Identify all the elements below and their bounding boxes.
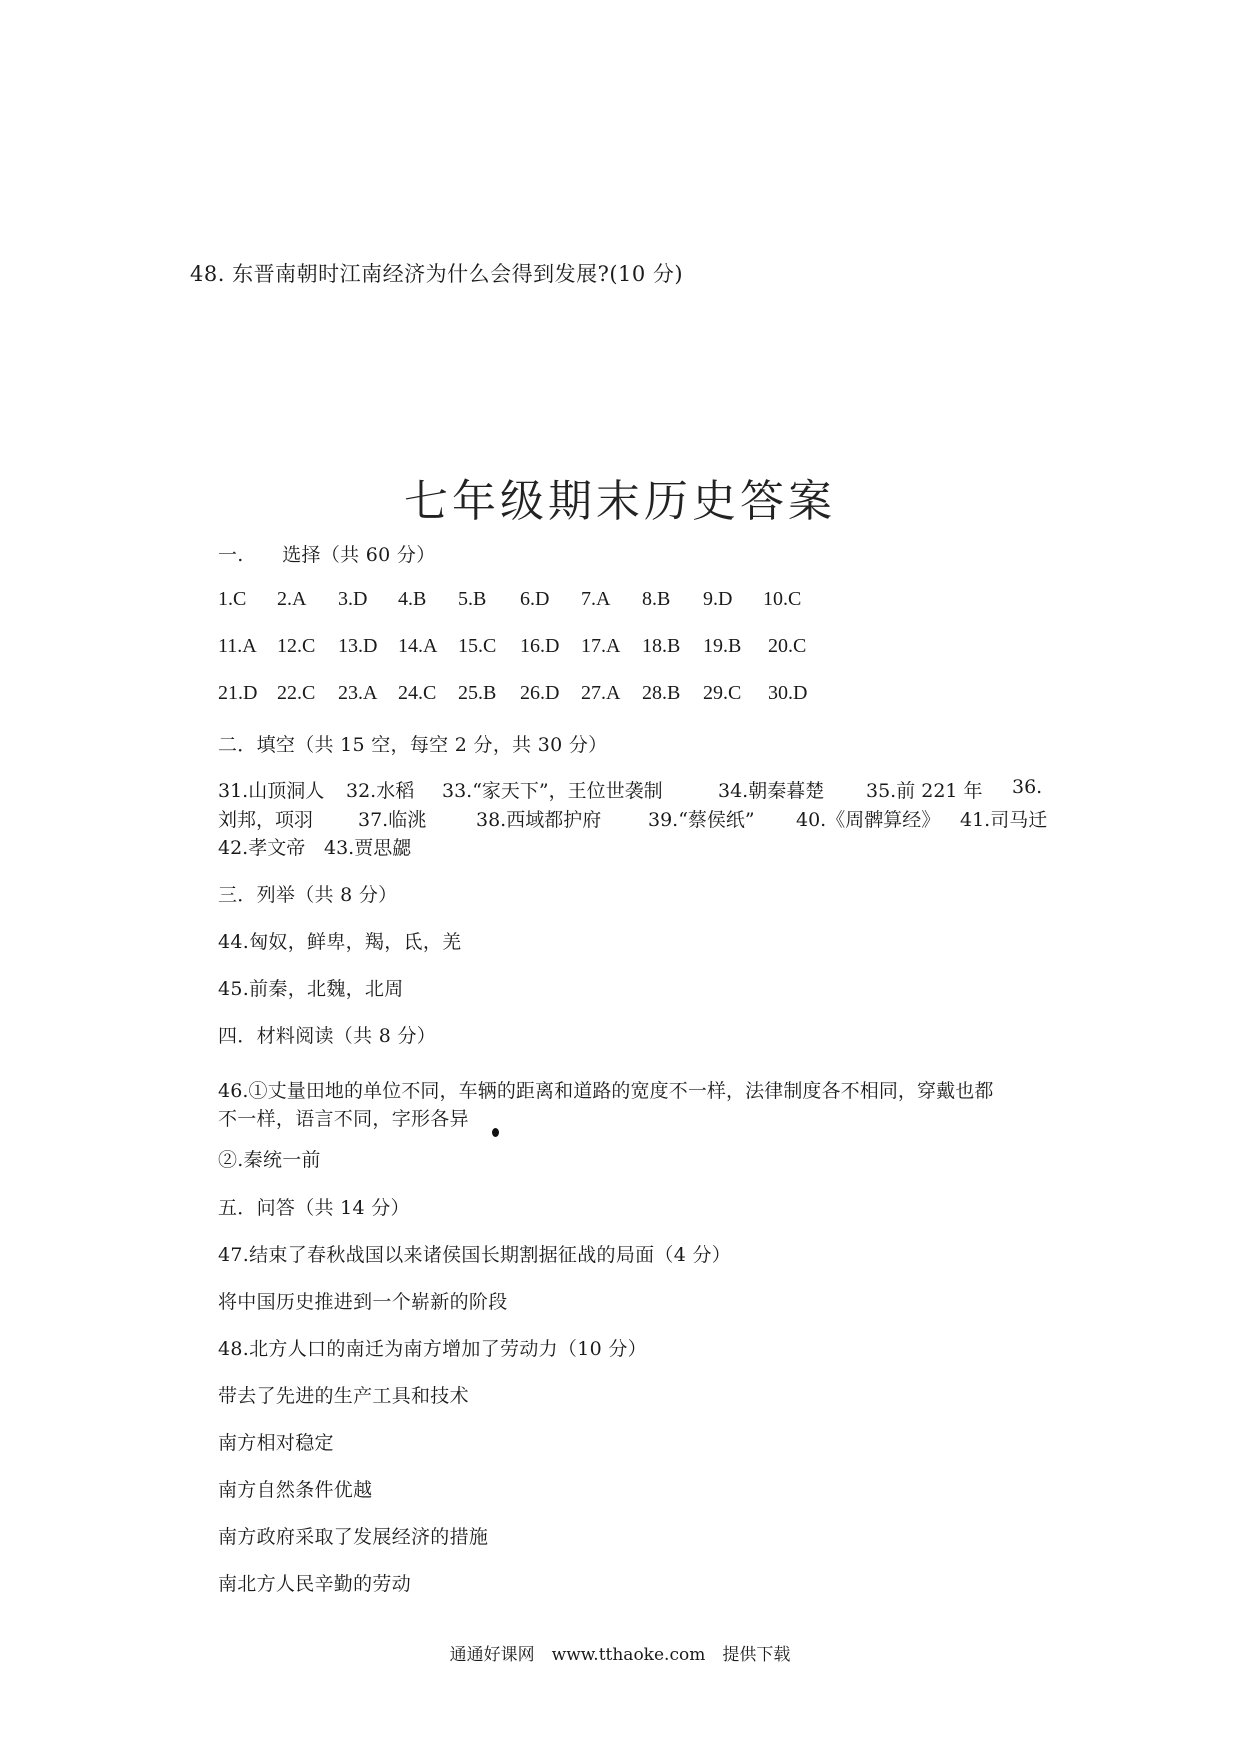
choice-answer: 25.B	[458, 682, 497, 704]
choice-answer: 16.D	[520, 635, 560, 657]
choice-answer: 26.D	[520, 682, 560, 704]
answer-47-line-1: 47.结束了春秋战国以来诸侯国长期割据征战的局面（4 分）	[218, 1244, 732, 1266]
fill-line-2	[218, 805, 1048, 831]
fill-answer: 40.《周髀算经》	[796, 809, 941, 831]
fill-answer: 38.西域都护府	[476, 809, 602, 831]
choice-answer: 29.C	[703, 682, 742, 704]
section-heading-list: 三．列举（共 8 分）	[218, 884, 398, 906]
answer-48-line-1: 48.北方人口的南迁为南方增加了劳动力（10 分）	[218, 1338, 647, 1360]
page-title: 七年级期末历史答案	[404, 476, 836, 527]
fill-line-1	[218, 776, 1043, 802]
fill-answer: 36.	[1012, 776, 1043, 798]
choice-answer: 10.C	[763, 588, 802, 610]
choice-answer: 22.C	[277, 682, 316, 704]
fill-line-3	[218, 833, 1038, 859]
choice-answer: 7.A	[581, 588, 611, 610]
fill-answer: 35.前 221 年	[866, 780, 983, 802]
choice-answer: 14.A	[398, 635, 438, 657]
fill-answer: 32.水稻	[346, 780, 415, 802]
choice-answer: 4.B	[398, 588, 427, 610]
choice-answer: 6.D	[520, 588, 550, 610]
fill-answer: 34.朝秦暮楚	[718, 780, 825, 802]
section-heading-fill: 二．填空（共 15 空，每空 2 分，共 30 分）	[218, 734, 608, 756]
choice-answer: 20.C	[768, 635, 807, 657]
fill-answer: 39.“蔡侯纸”	[648, 809, 755, 831]
choice-answer: 8.B	[642, 588, 671, 610]
answer-47-line-2: 将中国历史推进到一个崭新的阶段	[218, 1291, 508, 1313]
choice-answer: 12.C	[277, 635, 316, 657]
answer-46-part-2: ②.秦统一前	[218, 1149, 321, 1171]
choice-answer: 28.B	[642, 682, 681, 704]
footer-credit: 通通好课网 www.tthaoke.com 提供下载	[449, 1645, 791, 1665]
choice-answer: 19.B	[703, 635, 742, 657]
fill-answer: 33.“家天下”，王位世袭制	[442, 780, 663, 802]
answer-45: 45.前秦，北魏，北周	[218, 978, 404, 1000]
answer-48-line-2: 带去了先进的生产工具和技术	[218, 1385, 469, 1407]
fill-answer: 31.山顶洞人	[218, 780, 325, 802]
choice-answer: 27.A	[581, 682, 621, 704]
choice-answer: 17.A	[581, 635, 621, 657]
fill-answer: 43.贾思勰	[324, 837, 412, 859]
section-heading-reading: 四．材料阅读（共 8 分）	[218, 1025, 437, 1047]
answer-44: 44.匈奴，鲜卑，羯，氐，羌	[218, 931, 462, 953]
choice-answer: 15.C	[458, 635, 497, 657]
answer-46-line-2: 不一样，语言不同，字形各异	[218, 1108, 469, 1130]
fill-answer: 刘邦，项羽	[218, 809, 314, 831]
answer-46-line-1: 46.①丈量田地的单位不同，车辆的距离和道路的宽度不一样，法律制度各不相同，穿戴也都	[218, 1080, 994, 1102]
choice-answer: 2.A	[277, 588, 307, 610]
choice-answer: 13.D	[338, 635, 378, 657]
choice-answer: 30.D	[768, 682, 808, 704]
question-48: 48. 东晋南朝时江南经济为什么会得到发展?(10 分)	[190, 262, 684, 286]
fill-answer: 37.临洮	[358, 809, 427, 831]
choice-answer: 3.D	[338, 588, 368, 610]
answer-48-line-5: 南方政府采取了发展经济的措施	[218, 1526, 489, 1548]
choice-answer: 1.C	[218, 588, 247, 610]
answer-48-line-6: 南北方人民辛勤的劳动	[218, 1573, 412, 1595]
choice-answer: 23.A	[338, 682, 378, 704]
fill-answer: 41.司马迁	[960, 809, 1048, 831]
choice-answer: 21.D	[218, 682, 258, 704]
choice-answer: 5.B	[458, 588, 487, 610]
fill-answer: 42.孝文帝	[218, 837, 306, 859]
choice-answer: 11.A	[218, 635, 257, 657]
choice-answer: 24.C	[398, 682, 437, 704]
section-heading-choice: 一. 选择（共 60 分）	[218, 544, 436, 566]
choice-answer: 9.D	[703, 588, 733, 610]
answer-48-line-4: 南方自然条件优越	[218, 1479, 373, 1501]
ink-speck	[492, 1128, 499, 1137]
answer-48-line-3: 南方相对稳定	[218, 1432, 334, 1454]
choice-answer: 18.B	[642, 635, 681, 657]
section-heading-qa: 五．问答（共 14 分）	[218, 1197, 410, 1219]
